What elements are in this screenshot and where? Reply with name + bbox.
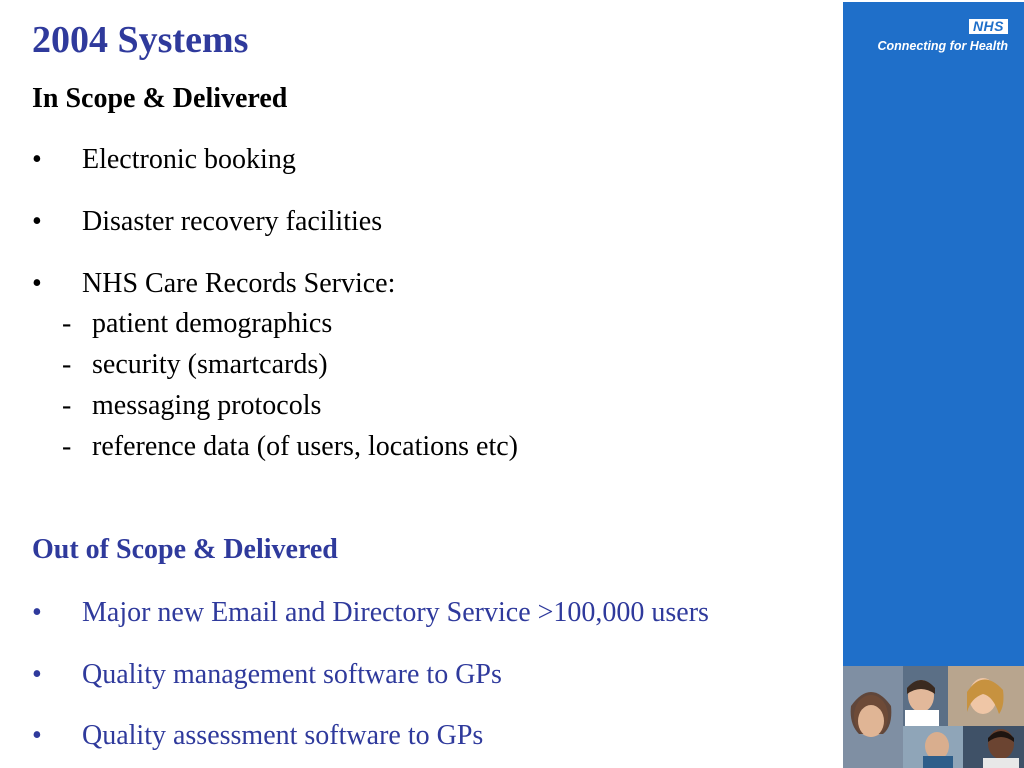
bullet-text: Major new Email and Directory Service >100,000 users (82, 597, 709, 628)
bullet-glyph: • (32, 597, 42, 628)
out-of-scope-bullet-2 (32, 658, 502, 692)
sub-item-text: reference data (of users, locations etc) (92, 431, 518, 462)
sub-item-text: security (smartcards) (92, 349, 328, 380)
sub-item-patient-demographics (62, 307, 332, 341)
in-scope-heading: In Scope & Delivered (32, 83, 288, 114)
sub-item-reference-data (62, 430, 518, 464)
sub-item-security (62, 348, 328, 382)
nhs-logo (877, 18, 1008, 53)
dash-glyph: - (62, 349, 72, 380)
bullet-text: Quality assessment software to GPs (82, 720, 484, 751)
staff-photo-montage (843, 666, 1024, 768)
in-scope-bullet-1 (32, 143, 296, 177)
in-scope-bullet-3 (32, 267, 395, 301)
bullet-text: NHS Care Records Service: (82, 268, 396, 299)
out-of-scope-bullet-1 (32, 596, 709, 630)
bullet-glyph: • (32, 268, 42, 299)
out-of-scope-heading: Out of Scope & Delivered (32, 534, 338, 565)
photo-montage-image (843, 666, 1024, 768)
brand-sidebar (843, 2, 1024, 768)
slide-title: 2004 Systems (32, 19, 249, 61)
bullet-text: Electronic booking (82, 144, 296, 175)
bullet-glyph: • (32, 720, 42, 751)
out-of-scope-bullet-3 (32, 719, 483, 753)
sub-item-text: messaging protocols (92, 390, 322, 421)
nhs-logo-mark: NHS (969, 19, 1008, 34)
in-scope-bullet-2 (32, 205, 382, 239)
bullet-text: Disaster recovery facilities (82, 206, 383, 237)
dash-glyph: - (62, 431, 72, 462)
dash-glyph: - (62, 308, 72, 339)
nhs-logo-tagline: Connecting for Health (877, 39, 1008, 53)
bullet-text: Quality management software to GPs (82, 659, 502, 690)
dash-glyph: - (62, 390, 72, 421)
sub-item-messaging (62, 389, 321, 423)
sub-item-text: patient demographics (92, 308, 333, 339)
bullet-glyph: • (32, 206, 42, 237)
bullet-glyph: • (32, 144, 42, 175)
bullet-glyph: • (32, 659, 42, 690)
